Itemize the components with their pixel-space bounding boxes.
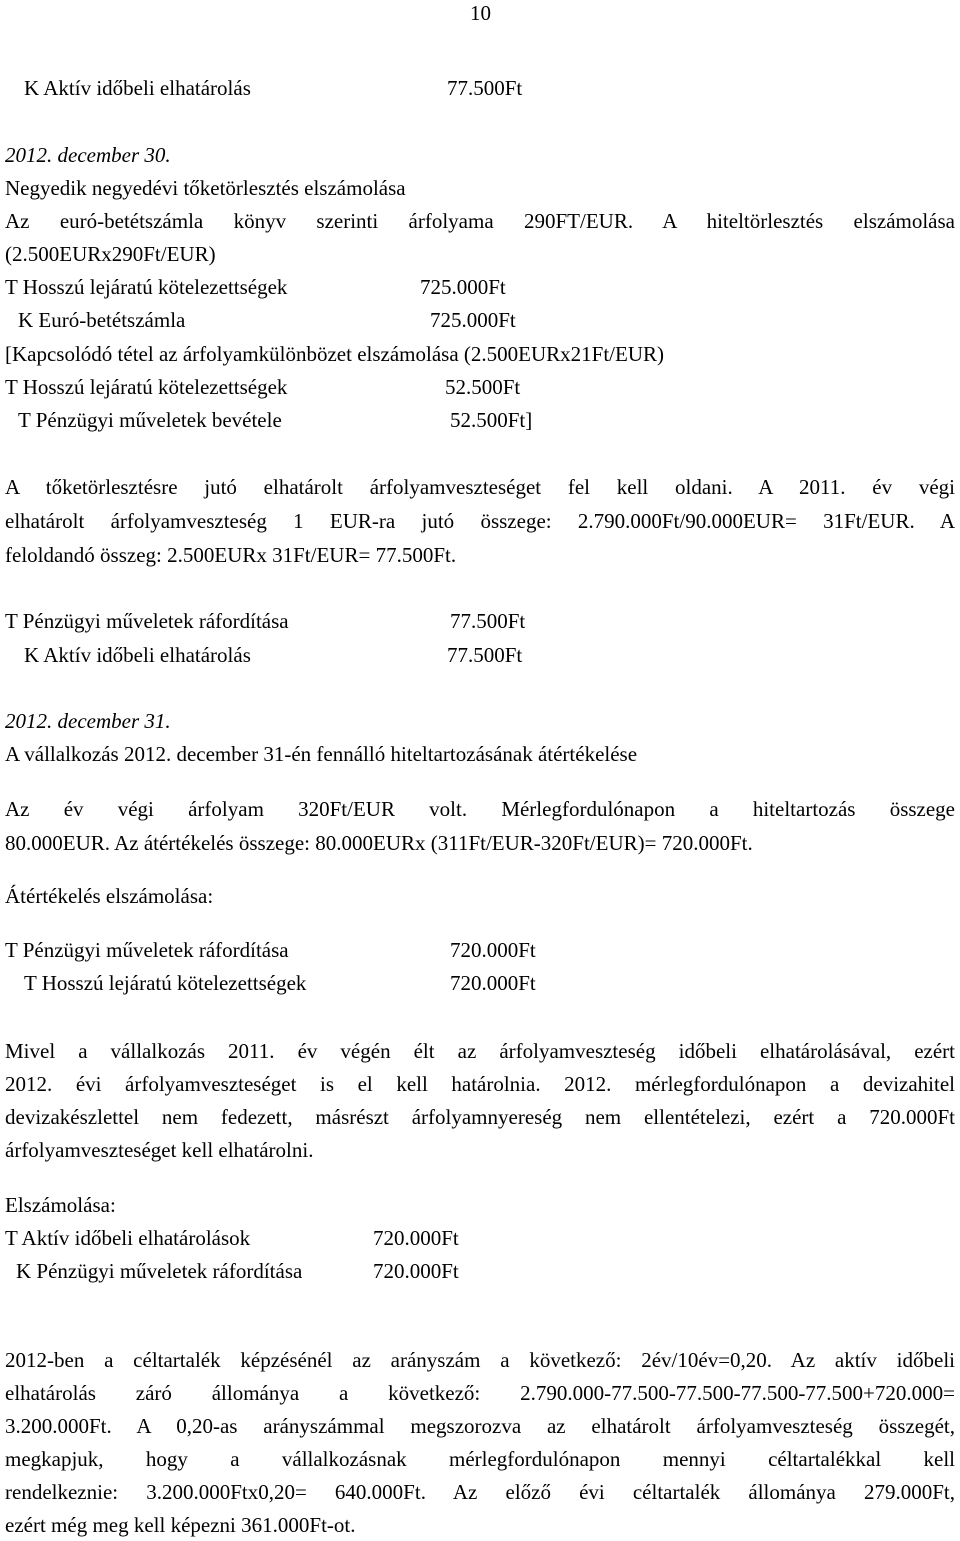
entry-amount: 720.000Ft (450, 938, 536, 962)
entry-account: T Aktív időbeli elhatárolások (5, 1226, 251, 1250)
entry-amount: 77.500Ft (447, 76, 523, 100)
entry-amount: 720.000Ft (450, 971, 536, 995)
entry-account: K Euró-betétszámla (18, 308, 186, 332)
entry-account: T Hosszú lejáratú kötelezettségek (24, 971, 307, 995)
paragraph-line: rendelkeznie: 3.200.000Ftx0,20= 640.000Ft. Az előző évi céltartalék állománya 279.000Ft, (5, 1480, 955, 1504)
paragraph-line: (2.500EURx290Ft/EUR) (5, 242, 216, 266)
paragraph-line: árfolyamveszteséget kell elhatárolni. (5, 1138, 314, 1162)
entry-amount: 720.000Ft (373, 1259, 459, 1283)
entry-amount: 52.500Ft (445, 375, 521, 399)
paragraph-line: devizakészlettel nem fedezett, másrészt árfolyamnyereség nem ellentételezi, ezért a 720.000Ft (5, 1105, 955, 1129)
paragraph-line: Az év végi árfolyam 320Ft/EUR volt. Mérlegfordulónapon a hiteltartozás összege (5, 797, 955, 821)
entry-account: T Hosszú lejáratú kötelezettségek (5, 375, 288, 399)
paragraph-line: 2012-ben a céltartalék képzésénél az arányszám a következő: 2év/10év=0,20. Az aktív időbeli (5, 1348, 955, 1372)
paragraph-line: A tőketörlesztésre jutó elhatárolt árfolyamveszteséget fel kell oldani. A 2011. év végi (5, 475, 955, 499)
subheading: Átértékelés elszámolása: (5, 884, 214, 908)
paragraph-line: ezért még meg kell képezni 361.000Ft-ot. (5, 1513, 356, 1537)
entry-account: T Hosszú lejáratú kötelezettségek (5, 275, 288, 299)
section-title: Negyedik negyedévi tőketörlesztés elszámolása (5, 176, 406, 200)
entry-amount: 52.500Ft] (450, 408, 533, 432)
section-title: A vállalkozás 2012. december 31-én fennálló hiteltartozásának átértékelése (5, 742, 638, 766)
paragraph-line: megkapjuk, hogy a vállalkozásnak mérlegfordulónapon mennyi céltartalékkal kell (5, 1447, 955, 1471)
page-number: 10 (470, 1, 491, 25)
subheading: Elszámolása: (5, 1193, 116, 1217)
entry-account: T Pénzügyi műveletek ráfordítása (5, 938, 289, 962)
paragraph-line: Az euró-betétszámla könyv szerinti árfolyama 290FT/EUR. A hiteltörlesztés elszámolása (5, 209, 955, 233)
paragraph-line: 3.200.000Ft. A 0,20-as arányszámmal megszorozva az elhatárolt árfolyamveszteség összegét, (5, 1414, 955, 1438)
entry-amount: 77.500Ft (450, 609, 526, 633)
paragraph-line: Mivel a vállalkozás 2011. év végén élt az árfolyamveszteség időbeli elhatárolásával, ezért (5, 1039, 955, 1063)
entry-account: K Pénzügyi műveletek ráfordítása (16, 1259, 303, 1283)
paragraph-line: 80.000EUR. Az átértékelés összege: 80.000EURx (311Ft/EUR-320Ft/EUR)= 720.000Ft. (5, 831, 753, 855)
paragraph-line: elhatárolás záró állománya a következő: 2.790.000-77.500-77.500-77.500-77.500+720.000= (5, 1381, 955, 1405)
paragraph-line: elhatárolt árfolyamveszteség 1 EUR-ra jutó összege: 2.790.000Ft/90.000EUR= 31Ft/EUR. A (5, 509, 955, 533)
paragraph-line: feloldandó összeg: 2.500EURx 31Ft/EUR= 77.500Ft. (5, 543, 457, 567)
entry-amount: 725.000Ft (420, 275, 506, 299)
section-date: 2012. december 30. (5, 143, 171, 167)
entry-amount: 77.500Ft (447, 643, 523, 667)
entry-account: T Pénzügyi műveletek bevétele (18, 408, 282, 432)
section-date: 2012. december 31. (5, 709, 171, 733)
paragraph-line: 2012. évi árfolyamveszteséget is el kell határolnia. 2012. mérlegfordulónapon a devizahitel (5, 1072, 955, 1096)
entry-amount: 725.000Ft (430, 308, 516, 332)
entry-account: K Aktív időbeli elhatárolás (24, 76, 251, 100)
entry-account: T Pénzügyi műveletek ráfordítása (5, 609, 289, 633)
related-note: [Kapcsolódó tétel az árfolyamkülönbözet elszámolása (2.500EURx21Ft/EUR) (5, 342, 664, 366)
entry-amount: 720.000Ft (373, 1226, 459, 1250)
entry-account: K Aktív időbeli elhatárolás (24, 643, 251, 667)
